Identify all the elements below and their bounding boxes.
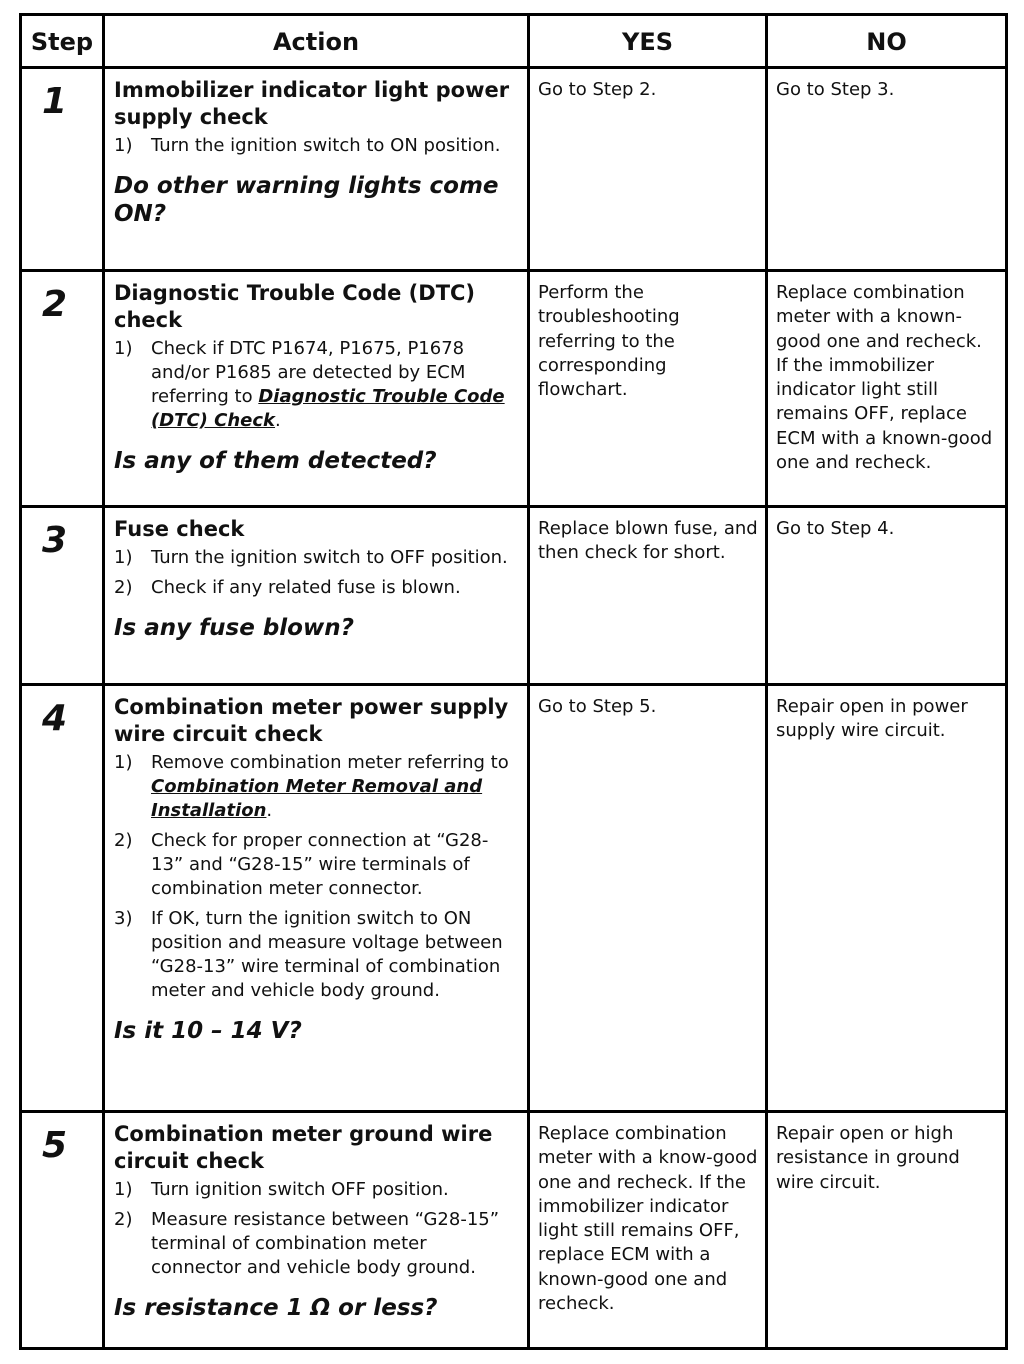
action-cell xyxy=(104,685,529,1112)
step-cell xyxy=(21,685,104,1112)
action-title: Fuse check xyxy=(114,517,245,541)
action-question: Is resistance 1 Ω or less? xyxy=(114,1295,438,1321)
no-cell xyxy=(767,68,1007,271)
step-number: 4 xyxy=(42,698,68,739)
header-no: NO xyxy=(767,15,1007,68)
table-row xyxy=(21,507,1007,685)
step-number: 5 xyxy=(42,1125,68,1166)
yes-text: Replace combination meter with a know-good one and recheck. If the immobilizer indicator light still remains OFF, replace ECM with a known-good one and recheck. xyxy=(538,1123,758,1315)
substep-number: 1) xyxy=(114,1179,133,1200)
step-cell xyxy=(21,507,104,685)
substep xyxy=(114,134,519,158)
substep xyxy=(114,907,519,1003)
substep xyxy=(114,1208,519,1280)
action-cell xyxy=(104,271,529,507)
no-cell xyxy=(767,271,1007,507)
substep-number: 3) xyxy=(114,908,133,929)
header-action: Action xyxy=(104,15,529,68)
substep xyxy=(114,751,519,823)
substep-text: Check if DTC P1674, P1675, P1678 and/or P1685 are detected by ECM referring to xyxy=(151,338,466,407)
no-text: Repair open or high resistance in ground wire circuit. xyxy=(776,1123,960,1193)
action-title: Immobilizer indicator light power supply check xyxy=(114,78,510,129)
substep-text-end: . xyxy=(275,410,281,431)
step-number: 1 xyxy=(42,81,68,122)
yes-cell xyxy=(529,507,767,685)
table-row xyxy=(21,271,1007,507)
no-cell xyxy=(767,507,1007,685)
combination-meter-removal-link[interactable]: Combination Meter Removal and Installation xyxy=(151,776,483,821)
substep-text: Measure resistance between “G28-15” terminal of combination meter connector and vehicle body ground. xyxy=(151,1209,500,1278)
no-text: Go to Step 3. xyxy=(776,79,895,100)
action-cell xyxy=(104,1112,529,1349)
troubleshooting-table xyxy=(19,13,1008,1350)
substep-number: 2) xyxy=(114,1209,133,1230)
substep-number: 2) xyxy=(114,577,133,598)
action-title: Diagnostic Trouble Code (DTC) check xyxy=(114,281,476,332)
substep-text-end: . xyxy=(266,800,273,821)
substep xyxy=(114,337,519,433)
step-number: 2 xyxy=(42,284,68,325)
substep-text: Turn ignition switch OFF position. xyxy=(151,1179,449,1200)
step-cell xyxy=(21,1112,104,1349)
dtc-check-link[interactable]: Diagnostic Trouble Code (DTC) Check xyxy=(151,386,505,431)
action-cell xyxy=(104,68,529,271)
step-cell xyxy=(21,271,104,507)
action-title: Combination meter power supply wire circuit check xyxy=(114,695,509,746)
no-text: Replace combination meter with a known-good one and recheck. If the immobilizer indicator light still remains OFF, replace ECM with a known-good one and recheck. xyxy=(776,282,993,474)
substep-number: 1) xyxy=(114,135,133,156)
header-row xyxy=(21,15,1007,68)
header-yes: YES xyxy=(529,15,767,68)
action-question: Is it 10 – 14 V? xyxy=(114,1018,302,1044)
yes-cell xyxy=(529,1112,767,1349)
table-row xyxy=(21,1112,1007,1349)
table-row xyxy=(21,685,1007,1112)
table-row xyxy=(21,68,1007,271)
step-cell xyxy=(21,68,104,271)
substep-text: Check for proper connection at “G28-13” and “G28-15” wire terminals of combination meter connector. xyxy=(151,830,489,899)
yes-text: Replace blown fuse, and then check for short. xyxy=(538,518,758,564)
substep-number: 2) xyxy=(114,830,133,851)
yes-text: Go to Step 5. xyxy=(538,696,657,717)
step-number: 3 xyxy=(42,520,68,561)
substep-text: If OK, turn the ignition switch to ON position and measure voltage between “G28-13” wire terminal of combination meter and vehicle body ground. xyxy=(151,908,503,1001)
substep xyxy=(114,1178,519,1202)
substep xyxy=(114,576,519,600)
substep-text: Remove combination meter referring to xyxy=(151,752,509,773)
action-title: Combination meter ground wire circuit check xyxy=(114,1122,493,1173)
substep-number: 1) xyxy=(114,547,133,568)
yes-cell xyxy=(529,271,767,507)
header-step: Step xyxy=(21,15,104,68)
substep-text: Turn the ignition switch to ON position. xyxy=(151,135,501,156)
substep xyxy=(114,829,519,901)
no-cell xyxy=(767,1112,1007,1349)
action-question: Do other warning lights come ON? xyxy=(114,173,499,227)
action-question: Is any fuse blown? xyxy=(114,615,354,641)
yes-text: Go to Step 2. xyxy=(538,79,657,100)
substep-number: 1) xyxy=(114,338,133,359)
substep-text: Turn the ignition switch to OFF position. xyxy=(151,547,508,568)
action-cell xyxy=(104,507,529,685)
yes-text: Perform the troubleshooting referring to the corresponding flowchart. xyxy=(538,282,680,401)
action-question: Is any of them detected? xyxy=(114,448,437,474)
no-text: Go to Step 4. xyxy=(776,518,895,539)
substep-text: Check if any related fuse is blown. xyxy=(151,577,461,598)
yes-cell xyxy=(529,68,767,271)
substep-number: 1) xyxy=(114,752,133,773)
substep xyxy=(114,546,519,570)
no-text: Repair open in power supply wire circuit. xyxy=(776,696,968,742)
yes-cell xyxy=(529,685,767,1112)
no-cell xyxy=(767,685,1007,1112)
